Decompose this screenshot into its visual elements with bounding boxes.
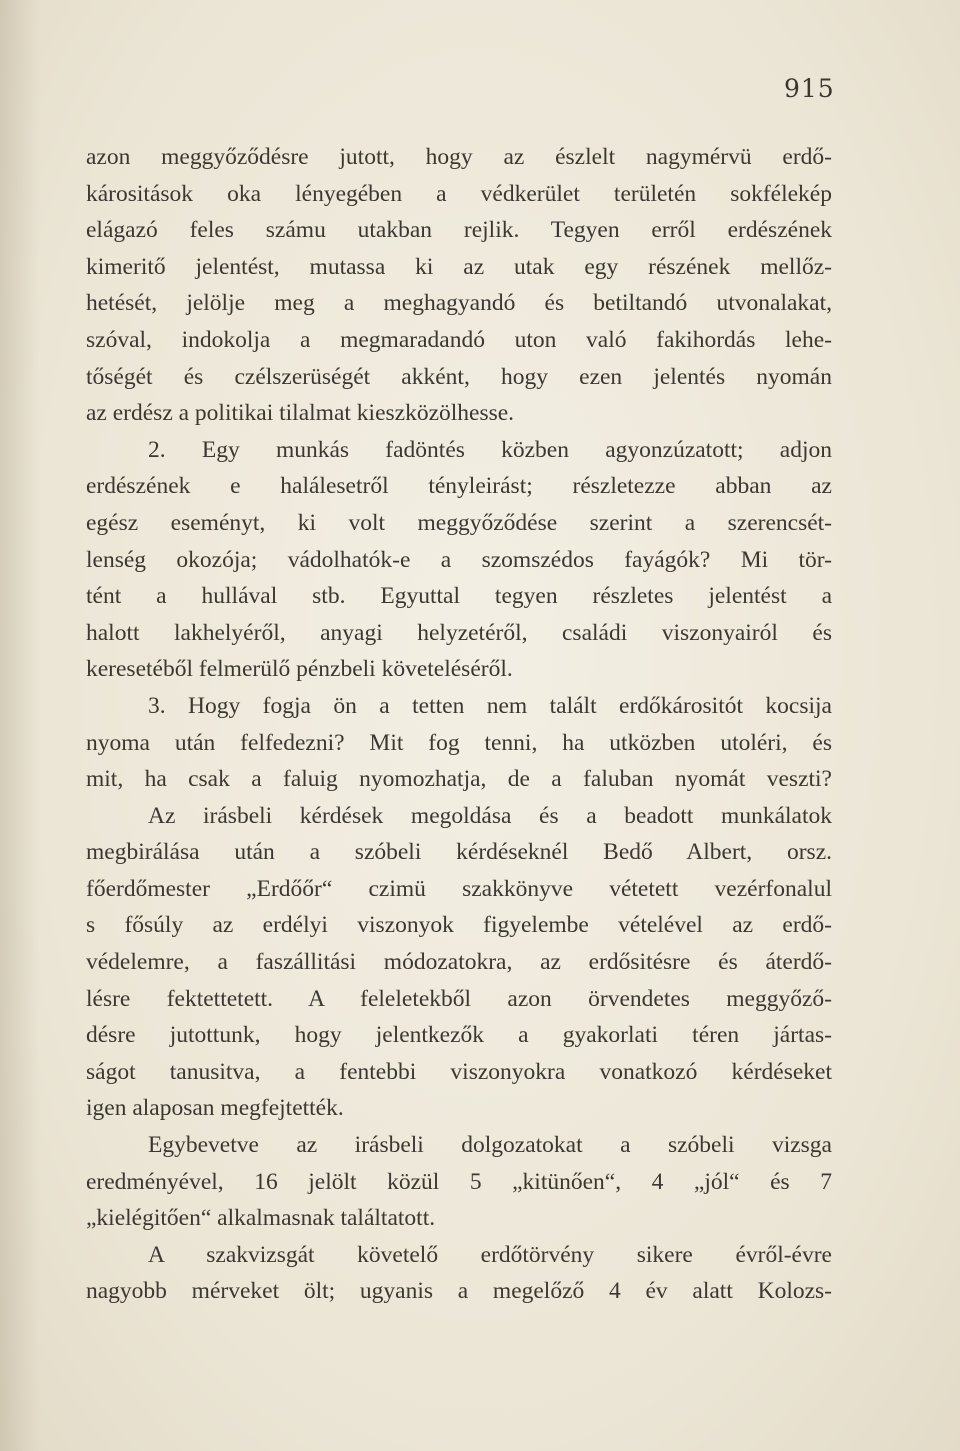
text-line: A szakvizsgát követelő erdőtörvény sikere évről-évre (148, 1241, 832, 1268)
text-line: Egybevetve az irásbeli dolgozatokat a szóbeli vizsga (148, 1132, 832, 1159)
body-text (86, 139, 832, 1310)
text-line: egész eseményt, ki volt meggyőződése szerint a szerencsét- (86, 509, 832, 536)
text-line: désre jutottunk, hogy jelentkezők a gyakorlati téren jártas- (86, 1022, 832, 1049)
text-line: főerdőmester „Erdőőr“ czimü szakkönyve vétetett vezérfonalul (86, 875, 832, 902)
text-line: igen alaposan megfejtették. (86, 1095, 344, 1122)
text-line: 3. Hogy fogja ön a tetten nem talált erdőkárositót kocsija (148, 692, 832, 719)
text-line: tént a hullával stb. Egyuttal tegyen részletes jelentést a (86, 583, 832, 610)
text-line: erdészének e halálesetről tényleirást; részletezze abban az (86, 473, 832, 500)
text-line: halott lakhelyéről, anyagi helyzetéről, családi viszonyairól és (86, 619, 832, 646)
text-line: eredményével, 16 jelölt közül 5 „kitünően“, 4 „jól“ és 7 (86, 1168, 832, 1195)
text-line: ságot tanusitva, a fentebbi viszonyokra vonatkozó kérdéseket (86, 1058, 832, 1085)
text-line: tőségét és czélszerüségét akként, hogy ezen jelentés nyomán (86, 363, 832, 390)
text-line: lésre fektettetett. A feleletekből azon örvendetes meggyőző- (86, 985, 832, 1012)
text-line: hetését, jelölje meg a meghagyandó és betiltandó utvonalakat, (86, 290, 832, 317)
text-line: kárositások oka lényegében a védkerület területén sokfélekép (86, 180, 832, 207)
text-line: megbirálása után a szóbeli kérdéseknél Bedő Albert, orsz. (86, 839, 832, 866)
text-line: mit, ha csak a faluig nyomozhatja, de a faluban nyomát veszti? (86, 766, 832, 793)
text-line: lenség okozója; vádolhatók-e a szomszédos fayágók? Mi tör- (86, 546, 832, 573)
text-line: „kielégitően“ alkalmasnak találtatott. (86, 1205, 436, 1232)
text-line: keresetéből felmerülő pénzbeli követeléséről. (86, 656, 513, 683)
text-line: az erdész a politikai tilalmat kieszközölhesse. (86, 400, 515, 427)
text-line: s fősúly az erdélyi viszonyok figyelembe vételével az erdő- (86, 912, 832, 939)
text-line: nagyobb mérveket ölt; ugyanis a megelőző 4 év alatt Kolozs- (86, 1278, 832, 1305)
text-line: nyoma után felfedezni? Mit fog tenni, ha utközben utoléri, és (86, 729, 832, 756)
text-line: szóval, indokolja a megmaradandó uton való fakihordás lehe- (86, 326, 832, 353)
text-line: Az irásbeli kérdések megoldása és a beadott munkálatok (148, 802, 832, 829)
text-line: elágazó feles számu utakban rejlik. Tegyen erről erdészének (86, 217, 832, 244)
page-number: 915 (784, 74, 835, 103)
text-line: védelemre, a faszállitási módozatokra, az erdősitésre és áterdő- (86, 949, 832, 976)
text-line: kimeritő jelentést, mutassa ki az utak egy részének mellőz- (86, 253, 832, 280)
text-line: 2. Egy munkás fadöntés közben agyonzúzatott; adjon (148, 436, 832, 463)
text-line: azon meggyőződésre jutott, hogy az észlelt nagymérvü erdő- (86, 144, 832, 170)
